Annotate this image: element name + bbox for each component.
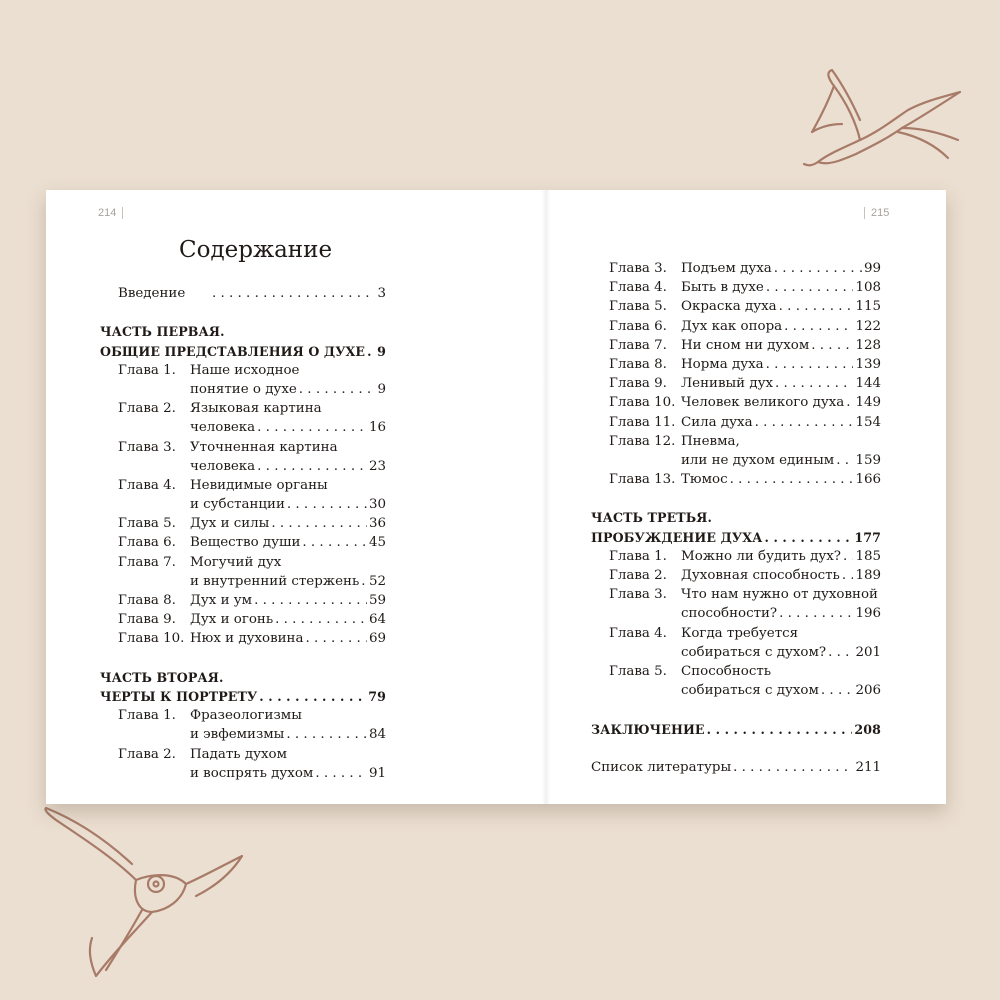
part-heading: ЧАСТЬ ТРЕТЬЯ. bbox=[591, 510, 712, 526]
part-heading: ЧЕРТЫ К ПОРТРЕТУ . . . 79 bbox=[100, 687, 386, 706]
toc-left-column bbox=[100, 284, 386, 783]
toc-entry: Глава 1. Можно ли будить дух? . . . 185 bbox=[591, 547, 881, 566]
part-heading: ЧАСТЬ ВТОРАЯ. bbox=[100, 669, 224, 685]
toc-entry: Глава 5. Дух и силы . . . 36 bbox=[100, 514, 386, 533]
toc-entry: Глава 9. Ленивый дух . . . 144 bbox=[591, 374, 881, 393]
toc-entry: Глава 3. Подъем духа . . . 99 bbox=[591, 259, 881, 278]
toc-entry: Глава 1. Наше исходное bbox=[118, 362, 300, 378]
toc-entry: собираться с духом . . . 206 bbox=[591, 681, 881, 700]
toc-entry: Глава 8. Дух и ум . . . 59 bbox=[100, 591, 386, 610]
toc-entry: Глава 2. Языковая картина bbox=[118, 401, 322, 417]
part-heading: ЧАСТЬ ПЕРВАЯ. bbox=[100, 324, 225, 340]
toc-entry: Глава 8. Норма духа . . . 139 bbox=[591, 355, 881, 374]
toc-entry: Глава 2. Духовная способность . . . 189 bbox=[591, 566, 881, 585]
toc-entry: Глава 5. Способность bbox=[609, 663, 772, 679]
toc-entry: и внутренний стержень . . . 52 bbox=[100, 572, 386, 591]
toc-entry: Глава 3. Что нам нужно от духовной bbox=[609, 587, 878, 603]
toc-entry-bibliography: Список литературы . . . 211 bbox=[591, 758, 881, 777]
toc-entry-page: 3 bbox=[377, 286, 386, 301]
toc-right-column bbox=[591, 259, 881, 777]
toc-entry: Глава 6. Дух как опора . . . 122 bbox=[591, 317, 881, 336]
toc-entry: Глава 11. Сила духа . . . 154 bbox=[591, 413, 881, 432]
toc-entry: Глава 12. Пневма, bbox=[609, 433, 740, 449]
toc-entry: понятие о духе . . . 9 bbox=[100, 380, 386, 399]
toc-entry: Глава 1. Фразеологизмы bbox=[118, 708, 302, 724]
toc-entry: Глава 7. Могучий дух bbox=[118, 554, 282, 570]
toc-entry: Глава 3. Уточненная картина bbox=[118, 439, 338, 455]
page-fold bbox=[542, 190, 550, 804]
page-title: Содержание bbox=[179, 237, 333, 263]
toc-entry: Глава 4. Невидимые органы bbox=[118, 477, 328, 493]
toc-entry-intro bbox=[100, 284, 386, 303]
toc-entry: и эвфемизмы . . . 84 bbox=[100, 725, 386, 744]
toc-entry: человека . . . 23 bbox=[100, 457, 386, 476]
toc-entry: Глава 13. Тюмос . . . 166 bbox=[591, 470, 881, 489]
toc-entry: и субстанции . . . 30 bbox=[100, 495, 386, 514]
toc-entry-conclusion: ЗАКЛЮЧЕНИЕ . . . 208 bbox=[591, 720, 881, 739]
toc-entry: Глава 9. Дух и огонь . . . 64 bbox=[100, 610, 386, 629]
page-number-right: 215 bbox=[864, 207, 889, 219]
toc-entry: собираться с духом? . . . 201 bbox=[591, 643, 881, 662]
toc-entry: Глава 5. Окраска духа . . . 115 bbox=[591, 297, 881, 316]
book-spread bbox=[46, 190, 946, 804]
toc-entry: человека . . . 16 bbox=[100, 418, 386, 437]
part-heading: ПРОБУЖДЕНИЕ ДУХА . . . 177 bbox=[591, 528, 881, 547]
toc-entry: Глава 2. Падать духом bbox=[118, 746, 287, 762]
swallow-bottom-left-illustration bbox=[36, 800, 251, 990]
toc-entry: и воспрять духом . . . 91 bbox=[100, 764, 386, 783]
page-number-left: 214 bbox=[98, 207, 123, 219]
toc-entry: Глава 4. Быть в духе . . . 108 bbox=[591, 278, 881, 297]
toc-entry: или не духом единым . . . 159 bbox=[591, 451, 881, 470]
part-heading: ОБЩИЕ ПРЕДСТАВЛЕНИЯ О ДУХЕ . . . 9 bbox=[100, 342, 386, 361]
toc-entry: Глава 7. Ни сном ни духом . . . 128 bbox=[591, 336, 881, 355]
toc-entry: Глава 4. Когда требуется bbox=[609, 625, 799, 641]
swallow-top-right-illustration bbox=[798, 62, 968, 180]
toc-entry: Глава 10. Человек великого духа . . . 149 bbox=[591, 393, 881, 412]
toc-entry-label: Введение bbox=[118, 286, 186, 301]
toc-entry: Глава 6. Вещество души . . . 45 bbox=[100, 533, 386, 552]
toc-entry: Глава 10. Нюх и духовина . . . 69 bbox=[100, 629, 386, 648]
toc-entry: способности? . . . 196 bbox=[591, 604, 881, 623]
